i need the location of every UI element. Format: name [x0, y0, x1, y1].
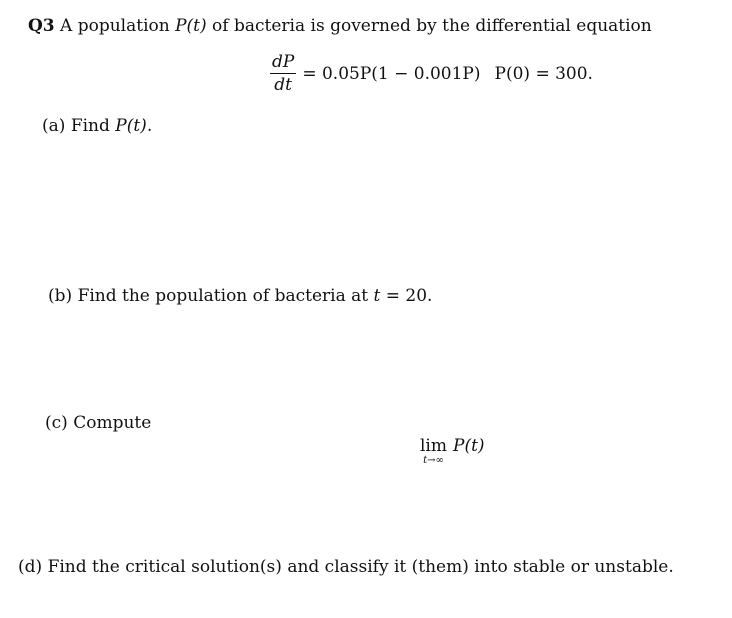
fraction-bar — [270, 73, 296, 74]
part-b — [48, 286, 432, 306]
part-d — [18, 557, 674, 577]
limit-function: P(t) — [453, 436, 485, 456]
question-intro-before: A population — [60, 16, 176, 36]
limit-subscript: t→∞ — [423, 455, 444, 466]
part-d-label: (d) — [18, 557, 43, 577]
limit-expression — [420, 436, 485, 466]
derivative-fraction — [270, 52, 296, 95]
limit-word: lim — [420, 436, 447, 456]
part-d-text: Find the critical solution(s) and classify it (them) into stable or unstable. — [47, 557, 674, 577]
fraction-numerator: dP — [272, 52, 295, 72]
limit-operator — [420, 436, 447, 466]
part-b-label: (b) — [48, 286, 73, 306]
question-intro-after: of bacteria is governed by the differential equation — [206, 16, 652, 36]
fraction-denominator: dt — [274, 75, 293, 95]
part-b-eq: = 20. — [380, 286, 433, 306]
part-a-label: (a) — [42, 116, 66, 136]
part-c-text: Compute — [73, 413, 152, 433]
question-intro-func: P(t) — [175, 16, 207, 36]
equation-rhs: = 0.05P(1 − 0.001P) — [302, 63, 481, 84]
differential-equation — [270, 52, 593, 95]
question-number: Q3 — [28, 16, 55, 36]
part-b-text: Find the population of bacteria at — [77, 286, 374, 306]
question-heading — [28, 16, 652, 36]
part-c-label: (c) — [45, 413, 68, 433]
part-a-func: P(t) — [115, 116, 147, 136]
part-a — [42, 116, 152, 136]
part-c — [45, 413, 151, 433]
initial-condition: P(0) = 300. — [494, 63, 593, 84]
part-b-var: t — [373, 286, 381, 306]
part-a-end: . — [146, 116, 153, 136]
part-a-text: Find — [70, 116, 116, 136]
